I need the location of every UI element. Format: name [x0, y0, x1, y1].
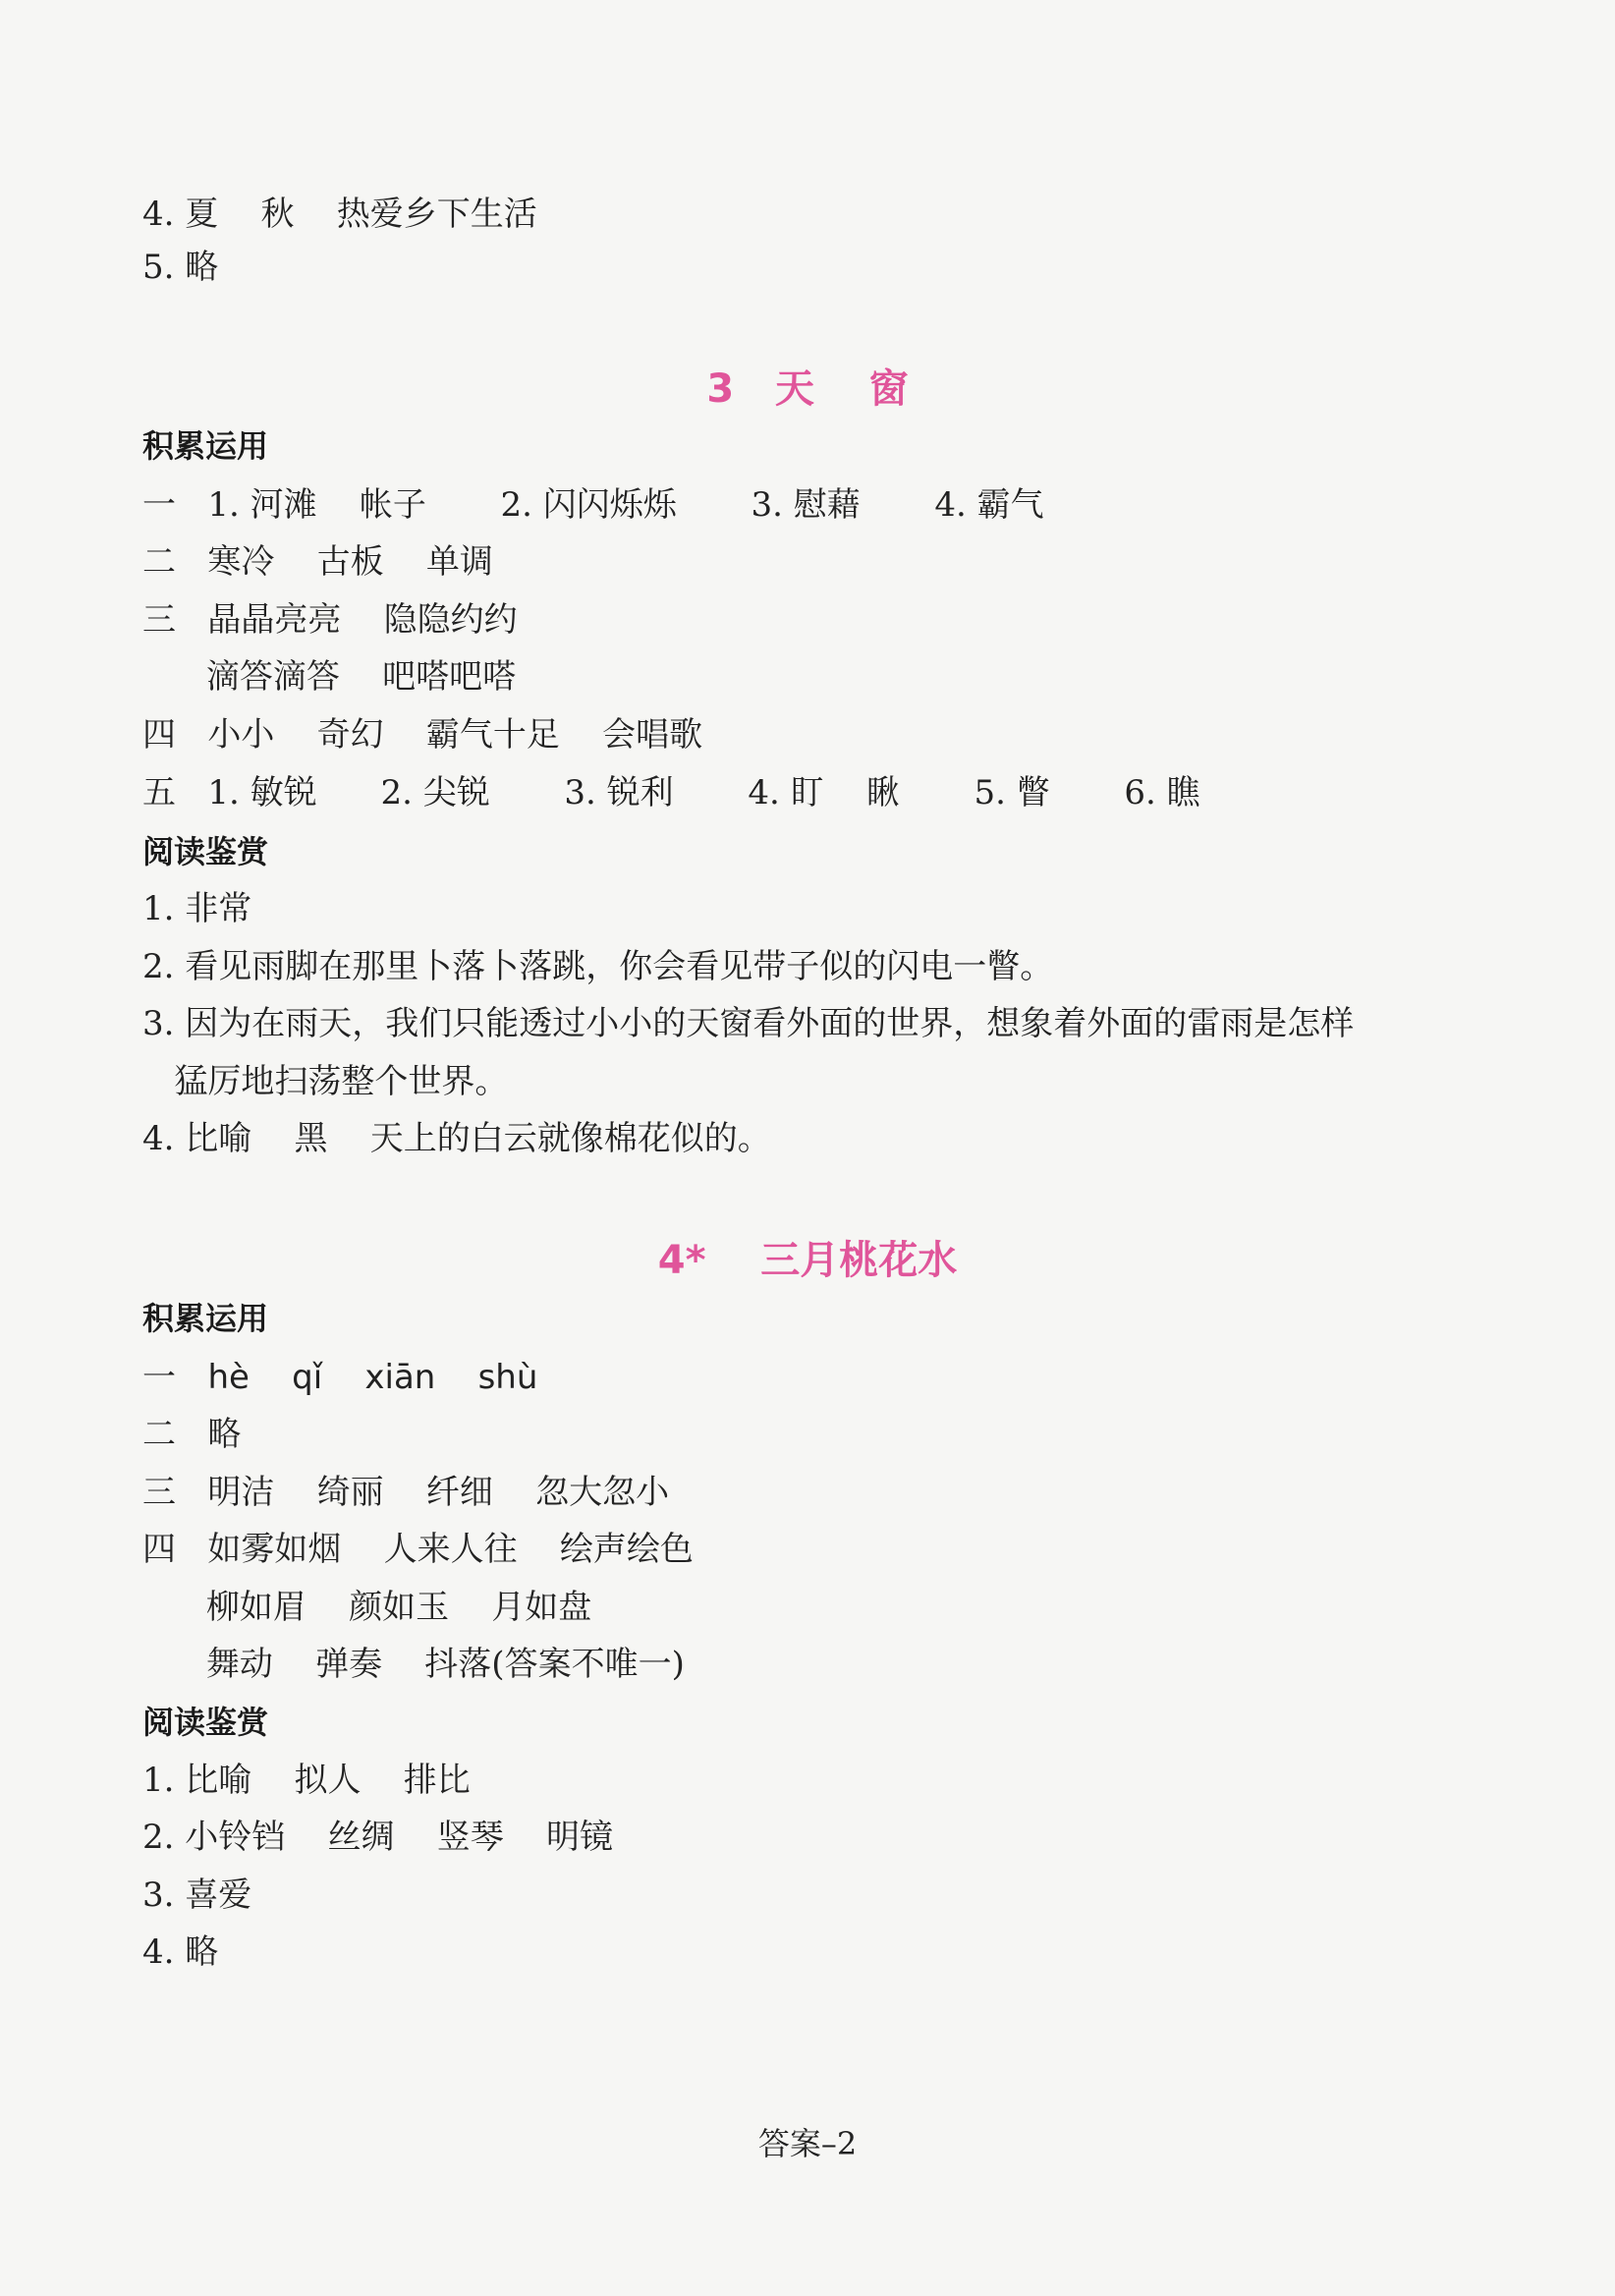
answer-line: 1. 比喻 拟人 排比	[142, 1761, 471, 1800]
answer-line: 五 1. 敏锐 2. 尖锐 3. 锐利 4. 盯 瞅 5. 瞥 6. 瞧	[142, 773, 1200, 812]
section-heading: 积累运用	[142, 1300, 269, 1337]
answer-line: 四 小小 奇幻 霸气十足 会唱歌	[142, 715, 703, 755]
answer-line: 三 明洁 绮丽 纤细 忽大忽小	[142, 1473, 670, 1512]
answer-line	[142, 1356, 537, 1399]
answer-line: 三 晶晶亮亮 隐隐约约	[142, 600, 518, 640]
answer-line: 4. 略	[142, 1932, 219, 1972]
answer-line: 一 1. 河滩 帐子 2. 闪闪烁烁 3. 慰藉 4. 霸气	[142, 485, 1044, 525]
section-heading: 阅读鉴赏	[142, 833, 269, 870]
answer-line: 猛厉地扫荡整个世界。	[142, 1062, 509, 1101]
page-number: 答案–2	[757, 2125, 858, 2162]
answer-line: 3. 因为在雨天，我们只能透过小小的天窗看外面的世界，想象着外面的雷雨是怎样	[142, 1004, 1355, 1043]
answer-line: 四 如雾如烟 人来人往 绘声绘色	[142, 1530, 694, 1569]
section-heading: 积累运用	[142, 427, 269, 465]
answer-line: 5. 略	[142, 248, 219, 287]
answer-line: 4. 比喻 黑 天上的白云就像棉花似的。	[142, 1119, 771, 1158]
answer-line: 1. 非常	[142, 889, 252, 928]
pinyin-answers: hè qǐ xiān shù	[207, 1358, 538, 1397]
section-title: 3 天 窗	[706, 366, 909, 412]
answer-line: 柳如眉 颜如玉 月如盘	[142, 1588, 592, 1627]
answer-line: 4. 夏 秋 热爱乡下生活	[142, 195, 537, 234]
answer-line: 滴答滴答 吧嗒吧嗒	[142, 657, 517, 697]
answer-number: 一	[142, 1358, 208, 1397]
answer-line: 3. 喜爱	[142, 1876, 252, 1915]
answer-line: 二 略	[142, 1415, 242, 1454]
answer-line: 2. 小铃铛 丝绸 竖琴 明镜	[142, 1818, 613, 1857]
answer-line: 舞动 弹奏 抖落(答案不唯一)	[142, 1645, 685, 1684]
answer-line: 二 寒冷 古板 单调	[142, 542, 493, 582]
section-heading: 阅读鉴赏	[142, 1704, 269, 1741]
section-title: 4* 三月桃花水	[657, 1238, 958, 1283]
answer-line: 2. 看见雨脚在那里卜落卜落跳，你会看见带子似的闪电一瞥。	[142, 947, 1054, 986]
